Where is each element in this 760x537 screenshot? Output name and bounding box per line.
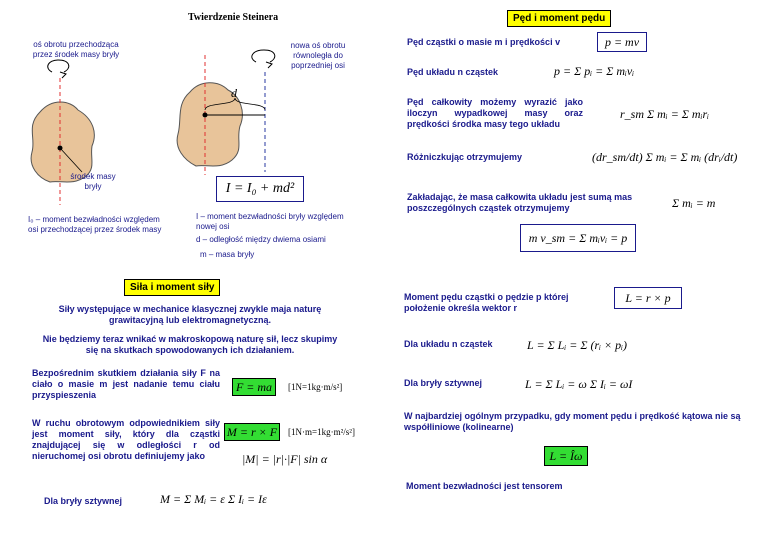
d-description: d – odległość między dwiema osiami [196,235,326,244]
momentum-title: Pęd i moment pędu [507,10,611,27]
angular-rigid-equation: L = Σ Lᵢ = ω Σ Iᵢ = ωI [525,377,633,391]
force-unit: [1N=1kg·m/s²] [288,382,343,392]
angular-momentum-equation: L = r × p [625,291,671,305]
differentiate-label: Różniczkując otrzymujemy [407,152,523,162]
momentum-total-equation: r_sm Σ mᵢ = Σ mᵢrᵢ [620,107,710,121]
torque-equation: M = r × F [226,425,278,439]
angular-momentum-box [614,287,682,309]
momentum-total-label: Pęd całkowity możemy wyrazić jako iloczyn wypadkowej masy oraz prędkości środka masy tego układu [407,97,583,129]
center-mass-label: środek masy bryły [70,172,116,191]
momentum-particle-box [597,32,647,52]
axis-new-label: nowa oś obrotu równoległa do poprzedniej osi [290,41,346,70]
tensor-equation: L = Îω [549,449,583,463]
steiner-formula: I = I₀ + md² [225,181,295,196]
momentum-center-box [520,224,636,252]
momentum-system-label: Pęd układu n cząstek [407,67,499,77]
i0-description: I₀ – moment bezwładności względem osi przechodzącej przez środek masy [28,215,162,234]
momentum-particle-label: Pęd cząstki o masie m i prędkości v [407,37,561,47]
torque-unit: [1N·m=1kg·m²/s²] [288,427,355,437]
differentiate-equation: (dr_sm/dt) Σ mᵢ = Σ mᵢ (drᵢ/dt) [592,150,738,164]
mass-sum-equation: Σ mᵢ = m [672,196,716,210]
mass-sum-label: Zakładając, że masa całkowita układu jest sumą mas poszczególnych cząstek otrzymujemy [407,192,633,213]
force-equation: F = ma [235,380,273,394]
m-description: m – masa bryły [200,250,255,259]
angular-system-equation: L = Σ Lᵢ = Σ (rᵢ × pᵢ) [527,338,628,352]
rigid-body-equation: M = Σ Mᵢ = ε Σ Iᵢ = Iε [160,492,267,506]
rigid-body-label: Dla bryły sztywnej [44,496,123,506]
angular-momentum-label: Moment pędu cząstki o pędzie p której położenie określa wektor r [404,292,569,313]
steiner-title: Twierdzenie Steinera [188,12,279,23]
force-paragraph-1: Siły występujące w mechanice klasycznej zwykle maja naturę grawitacyjną lub elektromagnetyczną. [58,304,322,325]
steiner-formula-box [216,176,304,202]
d-label: d [231,86,237,100]
torque-equation-box [224,423,280,441]
angular-system-label: Dla układu n cząstek [404,339,493,349]
i-description: I – moment bezwładności bryły względem nowej osi [196,212,344,231]
force-paragraph-2: Nie będziemy teraz wnikać w makroskopową naturę sił, lecz skupimy się na skutkach spowodowanych ich działaniem. [42,334,338,355]
momentum-system-equation: p = Σ pᵢ = Σ mᵢvᵢ [554,64,635,78]
angular-rigid-label: Dla bryły sztywnej [404,378,483,388]
rigid-body-left [31,102,94,182]
tensor-label: Moment bezwładności jest tensorem [406,481,563,491]
torque-magnitude: |M| = |r|·|F| sin α [242,452,328,466]
axis-center-label: oś obrotu przechodząca przez środek masy bryły [32,40,120,59]
momentum-particle-equation: p = mv [604,35,640,49]
force-equation-box [232,378,276,396]
momentum-center-equation: m v_sm = Σ mᵢvᵢ = p [528,231,628,245]
tensor-equation-box [544,446,588,466]
force-title: Siła i moment siły [124,279,220,296]
torque-paragraph: W ruchu obrotowym odpowiednikiem siły jest moment siły, który dla cząstki znajdującej się w odległości r od nieruchomej osi obrotu definiujemy jako [32,418,220,461]
general-case-label: W najbardziej ogólnym przypadku, gdy moment pędu i prędkość kątowa nie są współliniowe (kolinearne) [404,411,741,432]
force-paragraph-3: Bezpośrednim skutkiem działania siły F na ciało o masie m jest nadanie temu ciału przyspieszenia [32,368,220,400]
